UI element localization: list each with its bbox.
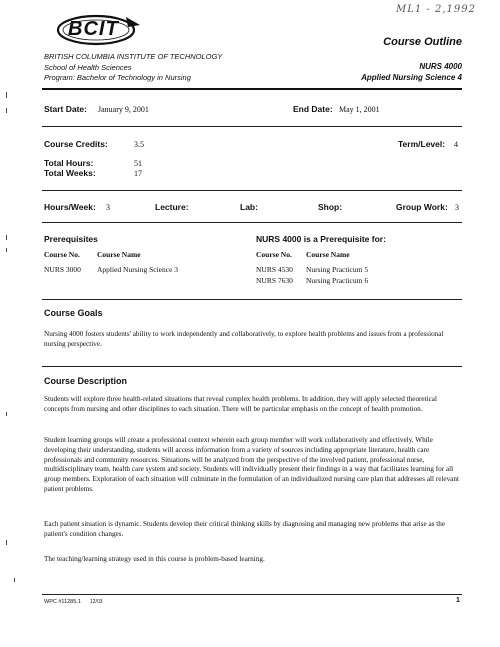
prereq-for-row-no: NURS 7630: [256, 276, 293, 285]
total-weeks-value: 17: [134, 169, 142, 178]
description-paragraph: Each patient situation is dynamic. Students develop their critical thinking skills by diagnosing and managing new problems that arise as the patient's condition changes.: [44, 520, 446, 538]
bcit-logo: [56, 13, 146, 47]
start-date-label: Start Date:: [44, 104, 87, 114]
prerequisites-heading: Prerequisites: [44, 234, 98, 244]
scan-mark: [6, 412, 7, 416]
prereq-col-name: Course Name: [97, 250, 141, 259]
group-work-label: Group Work:: [396, 202, 448, 212]
total-hours-value: 51: [134, 159, 142, 168]
scan-mark: [6, 92, 7, 98]
end-date-value: May 1, 2001: [339, 105, 380, 114]
course-description-heading: Course Description: [44, 376, 128, 386]
prereq-for-row-no: NURS 4530: [256, 265, 293, 274]
description-paragraph: Students will explore three health-related situations that reveal complex health problems. In addition, they will apply selected theoretical concepts from nursing and other disciplines to each situation. There will be particular emphasis on the concept of health promotion.: [44, 395, 437, 413]
page-number: 1: [456, 597, 460, 604]
prereq-for-row-name: Nursing Practicum 6: [306, 276, 369, 285]
prereq-for-col-no: Course No.: [256, 250, 292, 259]
institute-name: BRITISH COLUMBIA INSTITUTE OF TECHNOLOGY: [44, 52, 223, 61]
hours-week-value: 3: [106, 203, 110, 212]
description-paragraph: The teaching/learning strategy used in this course is problem-based learning.: [44, 555, 265, 563]
prereq-for-heading: NURS 4000 is a Prerequisite for:: [256, 234, 386, 244]
term-level-label: Term/Level:: [398, 139, 446, 149]
total-hours-label: Total Hours:: [44, 158, 94, 168]
scan-mark: [6, 540, 7, 545]
course-name: Applied Nursing Science 4: [361, 73, 462, 82]
lab-label: Lab:: [240, 202, 258, 212]
group-work-value: 3: [455, 203, 459, 212]
scan-mark: [14, 578, 15, 582]
prereq-for-col-name: Course Name: [306, 250, 350, 259]
form-date: 12/03: [90, 599, 103, 605]
divider: [42, 190, 462, 191]
end-date-label: End Date:: [293, 104, 333, 114]
scan-mark: [6, 235, 7, 240]
form-code: WPC #11285.1: [44, 599, 81, 605]
course-code: NURS 4000: [419, 62, 462, 71]
lecture-label: Lecture:: [155, 202, 189, 212]
prereq-for-row-name: Nursing Practicum 5: [306, 265, 369, 274]
course-credits-value: 3.5: [134, 140, 144, 149]
divider: [42, 126, 462, 127]
scan-mark: [6, 108, 7, 113]
total-weeks-label: Total Weeks:: [44, 168, 96, 178]
prereq-row-name: Applied Nursing Science 3: [97, 265, 179, 274]
divider: [42, 88, 462, 90]
course-credits-label: Course Credits:: [44, 139, 108, 149]
term-level-value: 4: [454, 140, 458, 149]
prereq-row-no: NURS 3000: [44, 265, 81, 274]
school-name: School of Health Sciences: [44, 63, 132, 72]
divider: [42, 299, 462, 300]
footer-divider: [42, 594, 462, 595]
description-paragraph: Student learning groups will create a professional context wherein each group member will work collaboratively and effectively. While developing their understanding, students will access information from a variety of sources including appropriate literature, health care professionals and community resources. Situations will be analyzed from the perspective of the involved patient, professional nurse, multidisciplinary team, health care system and society. Students will individually present their findings in a way that facilitates learning for all group members. Exploration of each situation will culminate in the formulation of an individualized nursing care plan that addresses all relevant patient problems.: [44, 436, 459, 493]
hours-week-label: Hours/Week:: [44, 202, 96, 212]
logo-text: BCIT: [68, 18, 119, 40]
divider: [42, 366, 462, 367]
shop-label: Shop:: [318, 202, 343, 212]
program-name: Program: Bachelor of Technology in Nursing: [44, 73, 191, 82]
scan-mark: [6, 248, 7, 252]
start-date-value: January 9, 2001: [98, 105, 149, 114]
divider: [42, 222, 462, 223]
doc-title: Course Outline: [383, 36, 462, 48]
prereq-col-no: Course No.: [44, 250, 80, 259]
handwritten-note: ML1 - 2,1992: [396, 4, 476, 15]
course-goals-text: Nursing 4000 fosters students' ability to work independently and collaboratively, to explore health problems and issues from a professional nursing perspective.: [44, 330, 444, 348]
course-goals-heading: Course Goals: [44, 308, 103, 318]
